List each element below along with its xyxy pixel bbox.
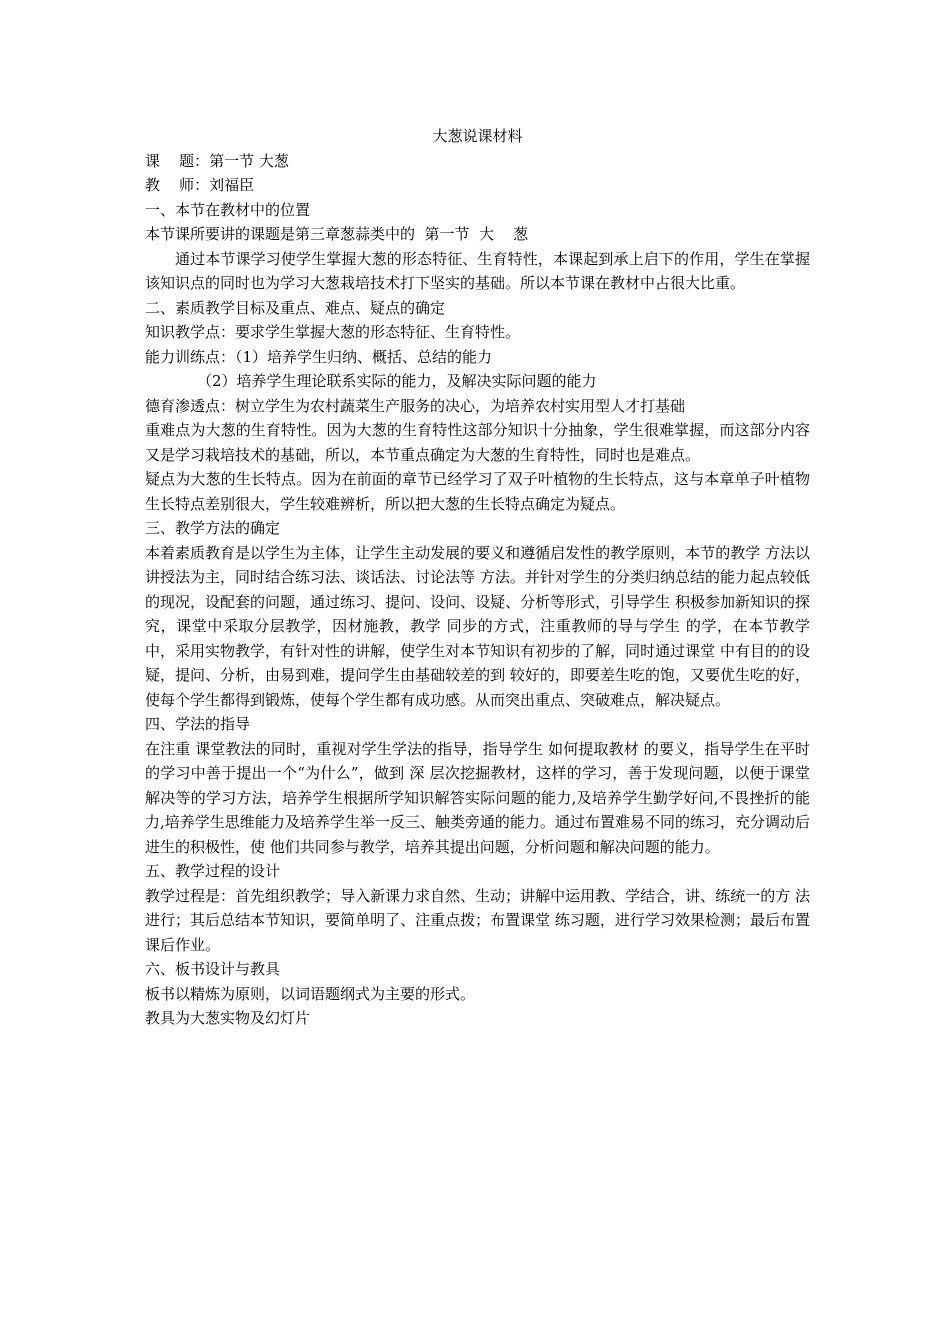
- knowledge-point: 知识教学点：要求学生掌握大葱的形态特征、生育特性。: [145, 323, 521, 341]
- section-1-paragraph: 通过本节课学习使学生掌握大葱的形态特征、生育特性，本课起到承上启下的作用，学生在掌握该知识点的同时也为学习大葱栽培技术打下坚实的基础。所以本节课在教材中占很大比重。: [145, 249, 810, 292]
- topic-line: 课 题：第一节 大葱: [145, 151, 289, 170]
- section-4-paragraph: 在注重 课堂教法的同时，重视对学生学法的指导，指导学生 如何提取教材 的要义，指导学生在平时的学习中善于提出一个“为什么”，做到 深 层次挖掘教材，这样的学习，善于发现问题，以便于课堂解决等的学习方法，培养学生根据所学知识解答实际问题的能力,及培养学生勤学好问,不畏挫折的能力,培养学生思维能力及培养学生举一反三、触类旁通的能力。通过布置难易不同的练习，充分调动后进生的积极性，使 他们共同参与教学，培养其提出问题，分析问题和解决问题的能力。: [145, 739, 810, 856]
- key-points-paragraph: 重难点为大葱的生育特性。因为大葱的生育特性这部分知识十分抽象，学生很难掌握，而这部分内容又是学习栽培技术的基础，所以，本节重点确定为大葱的生育特性，同时也是难点。: [145, 421, 810, 464]
- section-4-heading: 四、学法的指导: [145, 715, 251, 733]
- document-page: [145, 124, 810, 1031]
- section-5-paragraph: 教学过程是：首先组织教学；导入新课力求自然、生动；讲解中运用教、学结合，讲、练统一的方 法进行；其后总结本节知识，要简单明了、注重点拨；布置课堂 练习题，进行学习效果检测；最后布置 课后作业。: [145, 886, 810, 954]
- section-1-intro: 本节课所要讲的课题是第三章葱蒜类中的 第一节 大 葱: [145, 225, 529, 243]
- board-design-line: 板书以精炼为原则，以词语题纲式为主要的形式。: [145, 984, 476, 1003]
- teaching-tools-line: 教具为大葱实物及幻灯片: [145, 1009, 311, 1027]
- ability-point-2: （2）培养学生理论联系实际的能力，及解决实际问题的能力: [197, 372, 597, 390]
- section-6-heading: 六、板书设计与教具: [145, 960, 281, 978]
- teacher-line: 教 师：刘福臣: [145, 176, 255, 194]
- document-title: 大葱说课材料: [432, 127, 523, 145]
- section-3-paragraph: 本着素质教育是以学生为主体，让学生主动发展的要义和遵循启发性的教学原则，本节的教学 方法以讲授法为主，同时结合练习法、谈话法、讨论法等 方法。并针对学生的分类归纳总结的能力起点较低的现况，设配套的问题，通过练习、提问、设问、设疑、分析等形式，引导学生 积极参加新知识的探究，课堂中采取分层教学，因材施教，教学 同步的方式，注重教师的导与学生 的学，在本节教学中，采用实物教学，有针对性的讲解，使学生对本节知识有初步的了解，同时通过课堂 中有目的的设疑，提问、分析，由易到难，提问学生由基础较差的到 较好的，即要差生吃的饱，又要优生吃的好，使每个学生都得到锻炼，使每个学生都有成功感。从而突出重点、突破难点，解决疑点。: [145, 543, 810, 709]
- section-5-heading: 五、教学过程的设计: [145, 862, 281, 880]
- section-1-heading: 一、本节在教材中的位置: [145, 200, 311, 219]
- doubt-points-paragraph: 疑点为大葱的生长特点。因为在前面的章节已经学习了双子叶植物的生长特点，这与本章单子叶植物生长特点差别很大，学生较难辨析，所以把大葱的生长特点确定为疑点。: [145, 470, 810, 513]
- section-3-heading: 三、教学方法的确定: [145, 519, 281, 537]
- moral-point: 德育渗透点：树立学生为农村蔬菜生产服务的决心，为培养农村实用型人才打基础: [145, 396, 686, 415]
- section-2-heading: 二、素质教学目标及重点、难点、疑点的确定: [145, 298, 446, 317]
- ability-point-1: 能力训练点：（1）培养学生归纳、概括、总结的能力: [145, 347, 493, 366]
